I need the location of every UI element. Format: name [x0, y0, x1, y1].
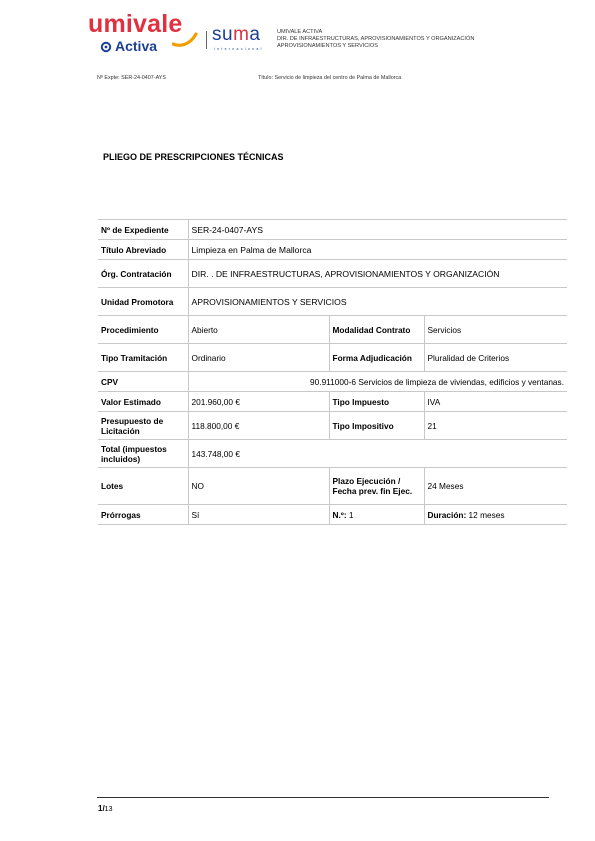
logo-swoosh-icon — [172, 32, 198, 48]
plazo-value: 24 Meses — [424, 468, 567, 505]
lotes-value: NO — [188, 468, 329, 505]
titulo-value: Limpieza en Palma de Mallorca — [188, 240, 567, 260]
duracion-value: 12 meses — [468, 509, 505, 520]
header-expediente: Nº Expte: SER-24-0407-AYS — [97, 75, 166, 81]
total-label: Total (impuestos incluidos) — [98, 440, 188, 468]
tramitacion-label: Tipo Tramitación — [98, 344, 188, 372]
header-org-line: UMIVALE ACTIVA — [277, 29, 323, 35]
duracion-label: Duración: — [427, 509, 467, 520]
table-row — [98, 372, 567, 392]
suma-logo-suffix: a — [249, 24, 261, 45]
unidad-label: Unidad Promotora — [98, 288, 188, 316]
titulo-label: Título Abreviado — [98, 240, 188, 260]
prorrogas-label: Prórrogas — [98, 505, 188, 525]
table-row — [98, 412, 567, 440]
procedimiento-label: Procedimiento — [98, 316, 188, 344]
procedimiento-value: Abierto — [188, 316, 329, 344]
tipo-impositivo-label: Tipo Impositivo — [329, 412, 424, 440]
expediente-label: Nº de Expediente — [98, 220, 188, 240]
suma-logo — [212, 24, 268, 52]
duracion-cell — [424, 505, 567, 525]
table-row — [98, 260, 567, 288]
table-row — [98, 240, 567, 260]
modalidad-label: Modalidad Contrato — [329, 316, 424, 344]
num-cell — [329, 505, 424, 525]
valor-label: Valor Estimado — [98, 392, 188, 412]
presupuesto-label: Presupuesto de Licitación — [98, 412, 188, 440]
contract-info-table — [98, 219, 567, 525]
presupuesto-value: 118.800,00 € — [188, 412, 329, 440]
suma-logo-tag: internacional — [214, 47, 264, 51]
activa-logo-icon — [100, 41, 112, 53]
header-org-line: APROVISIONAMIENTOS Y SERVICIOS — [277, 43, 378, 49]
table-row — [98, 505, 567, 525]
org-value: DIR. . DE INFRAESTRUCTURAS, APROVISIONAMIENTOS Y ORGANIZACIÓN — [188, 260, 567, 288]
logo-divider — [206, 31, 207, 49]
adjudicacion-value: Pluralidad de Criterios — [424, 344, 567, 372]
page-total: 13 — [104, 806, 113, 813]
plazo-label: Plazo Ejecución / Fecha prev. fin Ejec. — [329, 468, 424, 505]
tipo-impuesto-value: IVA — [424, 392, 567, 412]
umivale-logo-word: umivale — [88, 10, 183, 38]
table-row — [98, 468, 567, 505]
table-row — [98, 220, 567, 240]
expediente-value: SER-24-0407-AYS — [188, 220, 567, 240]
table-row — [98, 288, 567, 316]
cpv-value: 90.911000-6 Servicios de limpieza de viviendas, edificios y ventanas. — [188, 372, 567, 392]
header-titulo: Título: Servicio de limpieza del centro de Palma de Mallorca — [258, 75, 402, 81]
modalidad-value: Servicios — [424, 316, 567, 344]
org-label: Órg. Contratación — [98, 260, 188, 288]
table-row — [98, 392, 567, 412]
header-org-line: DIR. DE INFRAESTRUCTURAS, APROVISIONAMIENTOS Y ORGANIZACIÓN — [277, 36, 475, 42]
suma-logo-prefix: su — [212, 24, 234, 45]
tipo-impositivo-value: 21 — [424, 412, 567, 440]
page-number — [98, 804, 112, 813]
suma-logo-accent: m — [233, 24, 250, 45]
cpv-label: CPV — [98, 372, 188, 392]
num-label: N.º: — [332, 509, 347, 520]
num-value: 1 — [348, 509, 354, 520]
prorrogas-value: Sí — [188, 505, 329, 525]
valor-value: 201.960,00 € — [188, 392, 329, 412]
activa-logo-word: Activa — [115, 38, 158, 54]
tramitacion-value: Ordinario — [188, 344, 329, 372]
table-row — [98, 344, 567, 372]
adjudicacion-label: Forma Adjudicación — [329, 344, 424, 372]
umivale-activa-logo — [88, 10, 200, 58]
table-row — [98, 316, 567, 344]
page-current: 1/ — [98, 804, 105, 813]
tipo-impuesto-label: Tipo Impuesto — [329, 392, 424, 412]
table-row — [98, 440, 567, 468]
footer-divider — [97, 797, 549, 798]
document-title: PLIEGO DE PRESCRIPCIONES TÉCNICAS — [103, 152, 284, 162]
total-value: 143.748,00 € — [188, 440, 567, 468]
header-organization — [277, 29, 474, 50]
unidad-value: APROVISIONAMIENTOS Y SERVICIOS — [188, 288, 567, 316]
suma-logo-word — [212, 24, 260, 46]
lotes-label: Lotes — [98, 468, 188, 505]
